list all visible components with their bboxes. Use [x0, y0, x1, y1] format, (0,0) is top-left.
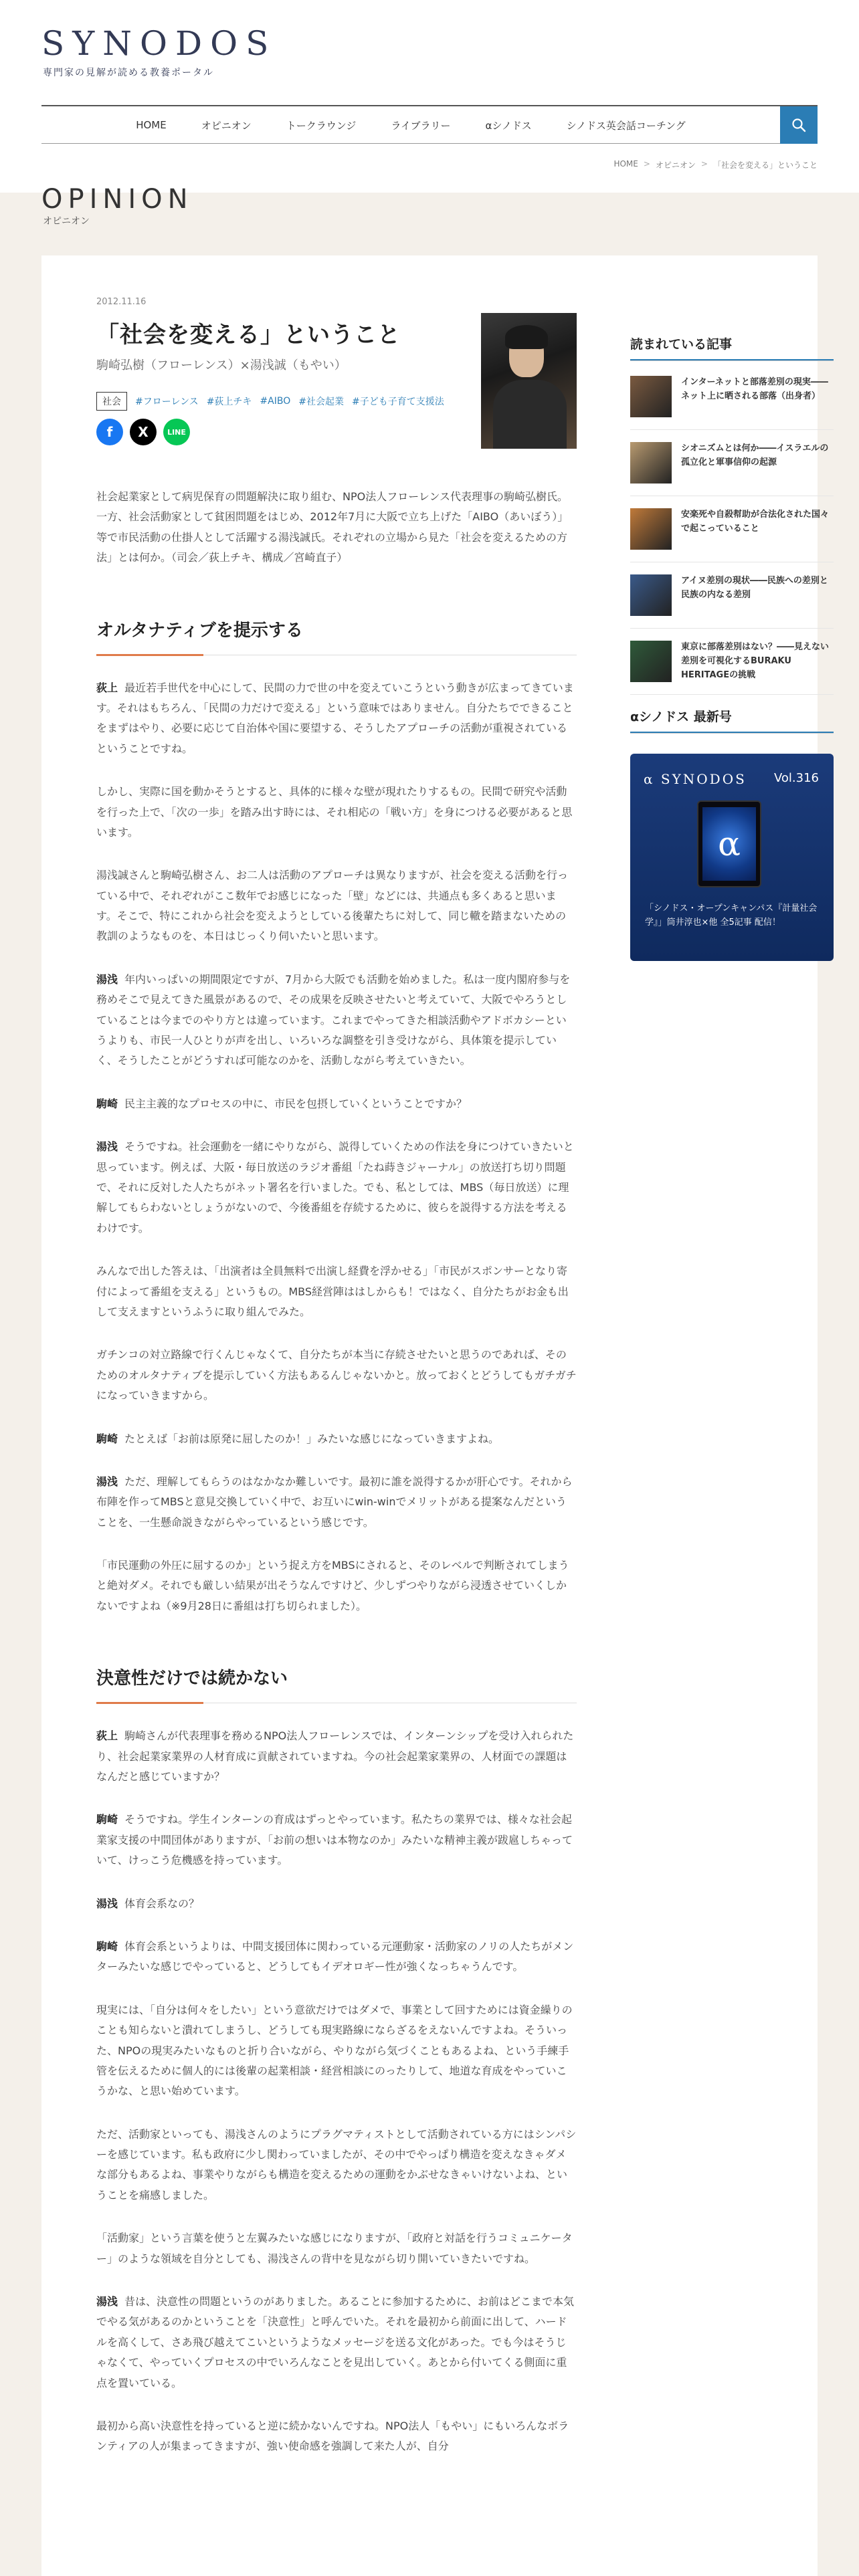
- ranking-list: [630, 376, 834, 695]
- paragraph-text: 最近若手世代を中心にして、民間の力で世の中を変えていこうという動きが広まってきています。それはもちろん、「民間の力だけで変える」という意味ではありません。自分たちでできることをまずはやり、必要に応じて自治体や国に要望する、そうしたアプローチの活動が重視されているということですね。: [96, 681, 574, 755]
- tag-link[interactable]: #フローレンス: [135, 397, 199, 407]
- ranking-title: インターネットと部落差別の現実――ネット上に晒される部落（出身者）: [681, 377, 828, 401]
- speaker-name: 荻上: [96, 681, 118, 694]
- paragraph-text: 年内いっぱいの期間限定ですが、7月から大阪でも活動を始めました。私は一度内閣府参与を務めそこで見えてきた風景があるので、その成果を反映させたいと考えていて、大阪でやろうとしていることは今までのやり方とは違っています。これまでやってきた相談活動やアドボカシーというよりも、市民一人ひとりが声を出し、いろいろな調整を引き受けながら、具体策を提示していく、そうしたことがどうすれば可能なのかを、活動しながら考えていきたい。: [96, 972, 571, 1067]
- paragraph-text: みんなで出した答えは、「出演者は全員無料で出演し経費を浮かせる」「市民がスポンサーとなり寄付によって番組を支える」というもの。MBS経営陣ははしからも！ではなく、自分たちがお金も出して支えますというふうに取り組んでみた。: [96, 1265, 569, 1318]
- ranking-item[interactable]: [630, 574, 834, 629]
- ranking-thumbnail: [630, 376, 672, 417]
- category-subtitle: オピニオン: [43, 216, 90, 227]
- ranking-item[interactable]: [630, 508, 834, 562]
- ranking-thumbnail: [630, 508, 672, 550]
- paragraph-text: 湯浅誠さんと駒崎弘樹さん、お二人は活動のアプローチは異なりますが、社会を変える活動を行っている中で、それぞれがここ数年でお感じになった「壁」などには、共通点も多くあると思います。そこで、特にこれから社会を変えようとしている後輩たちに対して、同じ轍を踏まないための教訓のようなものを、本日はじっくり伺いたいと思います。: [96, 869, 568, 943]
- section-heading: オルタナティブを提示する: [96, 617, 577, 655]
- ranking-item[interactable]: [630, 442, 834, 496]
- paragraph: [96, 2125, 577, 2206]
- alpha-caption: 「シノドス・オープンキャンパス『計量社会学』」筒井淳也×他 全5記事 配信！: [645, 903, 818, 928]
- speaker-name: 駒崎: [96, 1097, 118, 1110]
- site-header: [0, 0, 859, 100]
- tablet-icon: [697, 800, 761, 887]
- tag-link[interactable]: #社会起業: [298, 397, 344, 407]
- paragraph-text: 昔は、決意性の問題というのがありました。あることに参加するために、お前はどこまで本気でやる気があるのかということを「決意性」と呼んでいた。それを最初から前面に出して、ハードルを高くして、さあ飛び越えてこいというようなメッセージを送る文化があった。でも今はそうじゃなくて、やっていくプロセスの中でいろんなことを見出していく。あとから付いてくる側面に重点を置いている。: [96, 2295, 575, 2389]
- line-share-button[interactable]: LINE: [163, 419, 190, 445]
- main-nav: [41, 105, 818, 144]
- alpha-volume: Vol.316: [773, 771, 819, 786]
- speaker-name: 湯浅: [96, 1475, 118, 1488]
- speaker-name: 湯浅: [96, 1140, 118, 1154]
- paragraph: [96, 2292, 577, 2393]
- article-body: [96, 617, 577, 2457]
- article: [96, 297, 577, 2457]
- paragraph-text: 「市民運動の外圧に屈するのか」という捉え方をMBSにされると、そのレベルで判断されてしまうと絶対ダメ。それでも厳しい結果が出そうなんですけど、少しずつやりながら浸透させていくしかないですよね（※9月28日に番組は打ち切られました）。: [96, 1559, 569, 1612]
- breadcrumb-separator: >: [700, 159, 708, 169]
- paragraph: [96, 1094, 577, 1114]
- ranking-title: 安楽死や自殺幇助が合法化された国々で起こっていること: [681, 510, 830, 534]
- search-icon: [791, 118, 806, 132]
- section-heading: 決意性だけでは続かない: [96, 1665, 577, 1703]
- paragraph: [96, 1810, 577, 1870]
- article-tags: [96, 392, 471, 411]
- paragraph: [96, 970, 577, 1071]
- paragraph: [96, 1429, 577, 1449]
- paragraph: [96, 1894, 577, 1914]
- site-logo[interactable]: SYNODOS: [41, 24, 277, 63]
- alpha-heading: αシノドス 最新号: [630, 707, 834, 733]
- paragraph: [96, 1937, 577, 1977]
- breadcrumb-opinion[interactable]: オピニオン: [655, 160, 696, 170]
- paragraph: [96, 1345, 577, 1406]
- x-share-button[interactable]: X: [130, 419, 157, 445]
- nav-item-opinion[interactable]: オピニオン: [201, 119, 252, 132]
- nav-item-alpha-synodos[interactable]: αシノドス: [485, 119, 532, 132]
- article-title: 「社会を変える」ということ: [96, 322, 401, 348]
- tag-link[interactable]: #荻上チキ: [206, 397, 252, 407]
- ranking-item[interactable]: [630, 641, 834, 695]
- paragraph-text: 最初から高い決意性を持っていると逆に続かないんですね。NPO法人「もやい」にもいろんなボランティアの人が集まってきますが、強い使命感を強調して来た人が、自分: [96, 2420, 569, 2453]
- facebook-share-button[interactable]: f: [96, 419, 123, 445]
- paragraph-text: そうですね。社会運動を一緒にやりながら、説得していくための作法を身につけていきたいと思っています。例えば、大阪・毎日放送のラジオ番組「たね蒔きジャーナル」の放送打ち切り問題で、それに反対した人たちがネット署名を行いました。でも、私としては、MBS（毎日放送）に理解してもらわないとしょうがないので、今後番組を存続するために、彼らを説得する方法を考えるわけです。: [96, 1140, 574, 1235]
- paragraph-text: 現実には、「自分は何々をしたい」という意欲だけではダメで、事業として回すためには資金繰りのことも知らないと潰れてしまうし、どうしても現実路線にならざるをえないんですよね。そういった、NPOの現実みたいなものと折り合いながら、やりながら気づくこともあるよね、という手練手管を伝えるために個人的には後輩の起業相談・経営相談にのったりして、地道な育成をやっていこうかな、と思い始めています。: [96, 2003, 573, 2098]
- ranking-heading-wrap: [630, 334, 834, 361]
- nav-item-talk-lounge[interactable]: トークラウンジ: [286, 119, 357, 132]
- speaker-name: 駒崎: [96, 1432, 118, 1445]
- category-title: OPINION: [41, 184, 193, 215]
- paragraph: [96, 1726, 577, 1787]
- breadcrumb: [613, 159, 818, 171]
- ranking-title: シオニズムとは何か――イスラエルの孤立化と軍事信仰の起源: [681, 443, 829, 467]
- speaker-name: 荻上: [96, 1729, 118, 1743]
- alpha-logo: α SYNODOS: [644, 771, 747, 788]
- paragraph: [96, 782, 577, 843]
- nav-item-library[interactable]: ライブラリー: [391, 119, 451, 132]
- ranking-thumbnail: [630, 641, 672, 682]
- ranking-item[interactable]: [630, 376, 834, 430]
- alpha-glyph: α: [702, 807, 756, 881]
- alpha-synodos-banner[interactable]: [630, 754, 834, 961]
- speaker-name: 駒崎: [96, 1813, 118, 1826]
- nav-item-home[interactable]: HOME: [136, 119, 167, 131]
- paragraph: [96, 1261, 577, 1322]
- tag-link[interactable]: #子ども子育て支援法: [351, 397, 444, 407]
- paragraph-text: 「活動家」という言葉を使うと左翼みたいな感じになりますが、「政府と対話を行うコミュニケーター」のような領域を自分としても、湯浅さんの背中を見ながら切り開いていきたいですね。: [96, 2232, 573, 2265]
- paragraph-text: 体育会系というよりは、中間支援団体に関わっている元運動家・活動家のノリの人たちがメンターみたいな感じでやっていると、どうしてもイデオロギー性が強くなっちゃうんです。: [96, 1939, 574, 1973]
- paragraph-text: ただ、活動家といっても、湯浅さんのようにプラグマティストとして活動されている方にはシンパシーを感じています。私も政府に少し関わっていましたが、その中でやっぱり構造を変えなきゃダメな部分もあるよね、事業やりながらも構造を変えるための運動をかぶせなきゃいけないよね、ということを痛感しました。: [96, 2127, 577, 2202]
- breadcrumb-current: 「社会を変える」ということ: [712, 160, 818, 170]
- paragraph: [96, 1472, 577, 1533]
- paragraph-text: 駒崎さんが代表理事を務めるNPO法人フローレンスでは、インターンシップを受け入れられたり、社会起業家業界の人材育成に貢献されていますね。今の社会起業家業界の、人材面での課題はなんだと感じていますか？: [96, 1729, 574, 1784]
- sidebar: [630, 334, 834, 961]
- paragraph: [96, 2228, 577, 2269]
- ranking-thumbnail: [630, 574, 672, 616]
- photo-body: [493, 380, 567, 449]
- paragraph: [96, 865, 577, 947]
- photo-hair: [505, 325, 548, 349]
- speaker-name: 湯浅: [96, 972, 118, 986]
- breadcrumb-home[interactable]: HOME: [613, 159, 638, 169]
- site-tagline: 専門家の見解が読める教養ポータル: [43, 68, 214, 78]
- article-lead: 社会起業家として病児保育の問題解決に取り組む、NPO法人フローレンス代表理事の駒崎弘樹氏。一方、社会活動家として貧困問題をはじめ、2012年7月に大阪で立ち上げた「AIBO（あいぼう）」等で市民活動の仕掛人として活躍する湯浅誠氏。それぞれの立場から見た「社会を変えるための方法」とは何か。（司会／荻上チキ、構成／宮崎直子）: [96, 490, 569, 564]
- tag-link[interactable]: #AIBO: [260, 396, 291, 407]
- paragraph-text: しかし、実際に国を動かそうとすると、具体的に様々な壁が現れたりするもの。民間で研究や活動を行った上で、「次の一歩」を踏み出す時には、それ相応の「戦い方」を身につける必要があると思います。: [96, 785, 573, 839]
- paragraph-text: そうですね。学生インターンの育成はずっとやっています。私たちの業界では、様々な社会起業家支援の中間団体がありますが、「お前の想いは本物なのか」みたいな精神主義が跋扈しちゃっていて、けっこう危機感を持っています。: [96, 1813, 573, 1867]
- speaker-name: 湯浅: [96, 1897, 118, 1910]
- category-tag[interactable]: 社会: [96, 392, 127, 411]
- article-authors: 駒崎弘樹（フローレンス）×湯浅誠（もやい）: [96, 358, 347, 372]
- speaker-name: 駒崎: [96, 1939, 118, 1953]
- article-date: 2012.11.16: [96, 297, 147, 307]
- ranking-title: 東京に部落差別はない？――見えない差別を可視化するBURAKU HERITAGEの挑戦: [681, 642, 830, 680]
- paragraph-text: 体育会系なの？: [124, 1897, 200, 1910]
- speaker-name: 湯浅: [96, 2295, 118, 2309]
- paragraph-text: ただ、理解してもらうのはなかなか難しいです。最初に誰を説得するかが肝心です。それから布陣を作ってMBSと意見交換していく中で、お互いにwin-winでメリットがある提案なんだということを、一生懸命説きながらやっているという感じです。: [96, 1475, 573, 1529]
- paragraph: [96, 678, 577, 760]
- paragraph-text: ガチンコの対立路線で行くんじゃなくて、自分たちが本当に存続させたいと思うのであれば、そのためのオルタナティブを提示していく方法もあるんじゃないかと。放っておくとどうしてもガチガチになっていきますから。: [96, 1348, 577, 1402]
- ranking-title: アイヌ差別の現状――民族への差別と民族の内なる差別: [681, 576, 828, 600]
- paragraph-text: たとえば「お前は原発に屈したのか！」みたいな感じになっていきますよね。: [124, 1432, 500, 1445]
- author-photo: [481, 313, 577, 449]
- paragraph: [96, 1137, 577, 1239]
- paragraph: [96, 2416, 577, 2457]
- ranking-heading: 読まれている記事: [630, 334, 834, 360]
- alpha-heading-wrap: [630, 707, 834, 734]
- paragraph-text: 民主主義的なプロセスの中に、市民を包摂していくということですか？: [124, 1097, 468, 1110]
- breadcrumb-separator: >: [643, 159, 650, 169]
- paragraph: [96, 1555, 577, 1616]
- ranking-thumbnail: [630, 442, 672, 484]
- nav-item-english-coaching[interactable]: シノドス英会話コーチング: [566, 119, 686, 132]
- paragraph: [96, 2000, 577, 2102]
- search-button[interactable]: [780, 106, 818, 144]
